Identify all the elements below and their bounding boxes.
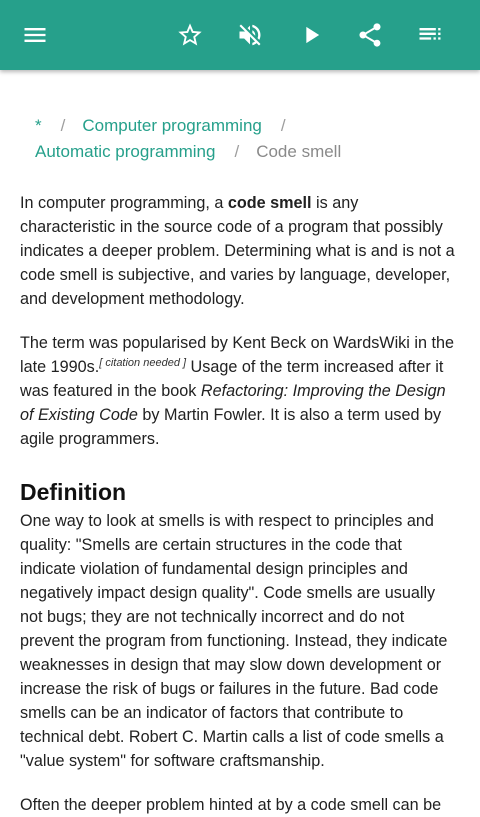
mute-button[interactable] [226, 11, 274, 59]
contents-button[interactable] [406, 11, 454, 59]
section-heading-definition: Definition [20, 479, 127, 505]
volume-off-icon [236, 21, 264, 49]
playlist-icon [416, 21, 444, 49]
article-paragraph-definition: One way to look at smells is with respect to principles and quality: "Smells are certain structures in the code that indicate violation of fundamental design principles and negatively impact design quality". Code smells are usually not bugs; they are not technically incorrect and do not prevent the program from functioning. Instead, they indicate weaknesses in design that may slow down development or increase the risk of bugs or failures in the future. Bad code smells can be an indicator of factors that contribute to technical debt. Robert C. Martin calls a list of code smells a "value system" for software craftsmanship. [20, 512, 448, 770]
text-run: by Martin Fowler. It is also a term used by agile programmers. [20, 406, 442, 448]
breadcrumb-item-computer-programming[interactable]: Computer programming [82, 116, 262, 135]
article-content [0, 70, 480, 814]
star-outline-icon [176, 21, 204, 49]
breadcrumb-item-automatic-programming[interactable]: Automatic programming [35, 142, 216, 161]
breadcrumb-current: Code smell [256, 142, 342, 161]
article-paragraph-intro [20, 191, 458, 311]
article-paragraph-continued: Often the deeper problem hinted at by a code smell can be [20, 796, 442, 814]
breadcrumb-separator: / [280, 116, 286, 135]
play-icon [297, 21, 325, 49]
text-run: In computer programming, a [20, 194, 228, 212]
share-icon [356, 21, 384, 49]
text-run: Usage of the term increased after it was featured in the book [20, 358, 444, 400]
share-button[interactable] [346, 11, 394, 59]
play-button[interactable] [287, 11, 335, 59]
menu-button[interactable] [11, 11, 59, 59]
text-run: The term was popularised by Kent Beck on WardsWiki in the late 1990s. [20, 334, 454, 376]
bookmark-button[interactable] [166, 11, 214, 59]
term-bold: code smell [227, 194, 312, 212]
app-toolbar [0, 0, 480, 70]
menu-icon [21, 21, 49, 49]
breadcrumb-item-root[interactable]: * [35, 116, 42, 135]
breadcrumb [20, 113, 458, 165]
breadcrumb-separator: / [60, 116, 66, 135]
book-title: Refactoring: Improving the Design of Existing Code [20, 382, 446, 424]
text-run: is any characteristic in the source code of a program that possibly indicates a deeper problem. Determining what is and is not a code smell is subjective, and varies by language, developer, and development methodology. [20, 194, 455, 308]
citation-needed-link[interactable]: [ citation needed ] [99, 357, 187, 369]
breadcrumb-separator: / [234, 142, 240, 161]
article-paragraph-history [20, 331, 458, 451]
